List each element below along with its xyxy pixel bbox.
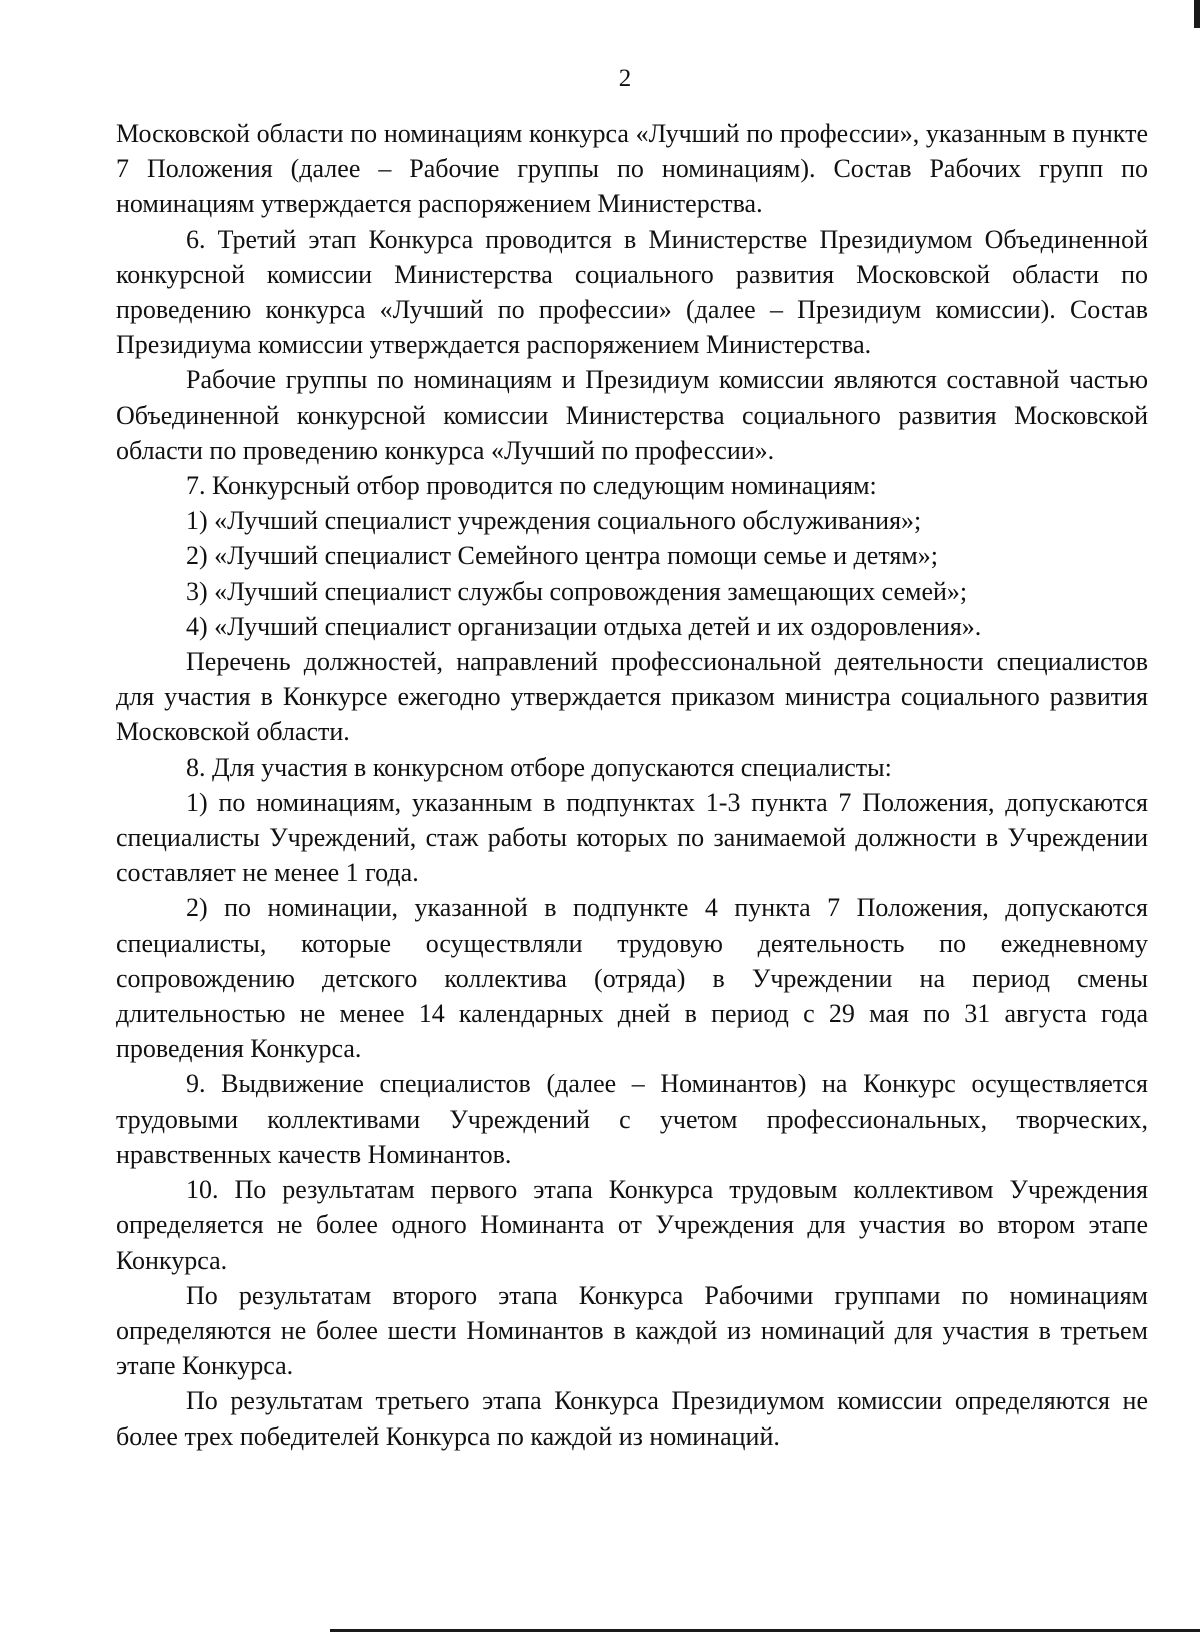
- paragraph-third-stage-results: По результатам третьего этапа Конкурса Президиумом комиссии определяются не более трех победителей Конкурса по каждой из номинаций.: [116, 1386, 1148, 1451]
- subitem-8-1: 1) по номинациям, указанным в подпунктах 1-3 пункта 7 Положения, допускаются специалисты Учреждений, стаж работы которых по занимаемой должности в Учреждении составляет не менее 1 года.: [116, 787, 1148, 888]
- paragraph-item-6: 6. Третий этап Конкурса проводится в Министерстве Президиумом Объединенной конкурсной комиссии Министерства социального развития Московской области по проведению конкурса «Лучший по профессии» (далее – Президиум комиссии). Состав Президиума комиссии утверждается распоряжением Министерства.: [116, 224, 1148, 360]
- nomination-4: 4) «Лучший специалист организации отдыха детей и их оздоровления».: [186, 611, 982, 641]
- subitem-8-2: 2) по номинации, указанной в подпункте 4 пункта 7 Положения, допускаются специалисты, которые осуществляли трудовую деятельность по ежедневному сопровождению детского коллектива (отряда) в Учреждении на период смены длительностью не менее 14 календарных дней в период с 29 мая по 31 августа года проведения Конкурса.: [116, 893, 1148, 1064]
- nomination-2: 2) «Лучший специалист Семейного центра помощи семье и детям»;: [186, 541, 938, 571]
- page-number: 2: [618, 65, 632, 92]
- paragraph-positions-list: Перечень должностей, направлений профессиональной деятельности специалистов для участия в Конкурсе ежегодно утверждается приказом министра социального развития Московской области.: [116, 647, 1148, 747]
- nomination-1: 1) «Лучший специалист учреждения социального обслуживания»;: [186, 506, 922, 536]
- paragraph-item-9: 9. Выдвижение специалистов (далее – Номинантов) на Конкурс осуществляется трудовыми коллективами Учреждений с учетом профессиональных, творческих, нравственных качеств Номинантов.: [116, 1069, 1148, 1169]
- scan-edge-top: [1194, 0, 1200, 28]
- paragraph-second-stage-results: По результатам второго этапа Конкурса Рабочими группами по номинациям определяются не более шести Номинантов в каждой из номинаций для участия в третьем этапе Конкурса.: [116, 1280, 1148, 1381]
- paragraph-item-7: 7. Конкурсный отбор проводится по следующим номинациям:: [186, 471, 877, 501]
- document-body: [116, 116, 1148, 1454]
- paragraph-working-groups: Рабочие группы по номинациям и Президиум комиссии являются составной частью Объединенной конкурсной комиссии Министерства социального развития Московской области по проведению конкурса «Лучший по профессии».: [116, 365, 1148, 465]
- paragraph-continuation: Московской области по номинациям конкурса «Лучший по профессии», указанным в пункте 7 Положения (далее – Рабочие группы по номинациям). Состав Рабочих групп по номинациям утверждается распоряжением Министерства.: [116, 119, 1148, 219]
- paragraph-item-10: 10. По результатам первого этапа Конкурса трудовым коллективом Учреждения определяется не более одного Номинанта от Учреждения для участия во втором этапе Конкурса.: [116, 1175, 1148, 1275]
- nomination-3: 3) «Лучший специалист службы сопровождения замещающих семей»;: [186, 576, 968, 606]
- paragraph-item-8: 8. Для участия в конкурсном отборе допускаются специалисты:: [186, 752, 892, 782]
